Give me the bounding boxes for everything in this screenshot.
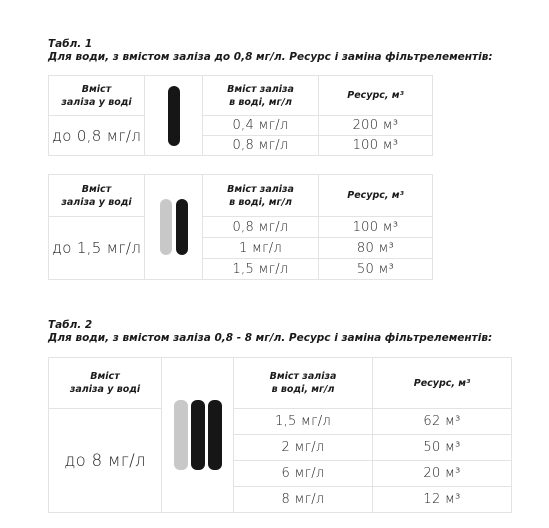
table1-row-iron: 0,8 мг/л xyxy=(203,136,319,156)
table1b-row-resource: 100 м³ xyxy=(319,217,433,238)
dark-filter-icon xyxy=(208,400,222,470)
table1-header-resource: Ресурс, м³ xyxy=(319,76,433,116)
table2-header-resource: Ресурс, м³ xyxy=(373,358,512,409)
dark-filter-icon xyxy=(191,400,205,470)
table1b-row-resource: 80 м³ xyxy=(319,238,433,259)
table1b xyxy=(48,174,433,280)
table1b-row-iron: 0,8 мг/л xyxy=(203,217,319,238)
dark-filter-icon xyxy=(176,199,188,255)
light-filter-icon xyxy=(160,199,172,255)
table2-row-iron: 8 мг/л xyxy=(234,487,373,513)
table1-header-content: Вміст заліза у воді xyxy=(49,76,145,116)
table2-content-value: до 8 мг/л xyxy=(49,409,162,513)
table2-row-iron: 1,5 мг/л xyxy=(234,409,373,435)
table1b-header-resource: Ресурс, м³ xyxy=(319,175,433,217)
table2-caption-text: Для води, з вмістом заліза 0,8 - 8 мг/л. Ресурс і заміна фільтрелементів: xyxy=(48,332,493,344)
table1 xyxy=(48,75,433,156)
table2-row-iron: 2 мг/л xyxy=(234,435,373,461)
table2-row-resource: 62 м³ xyxy=(373,409,512,435)
table2-caption-title: Табл. 2 xyxy=(48,319,93,331)
table1b-filter-cell xyxy=(145,175,203,280)
table1b-content-value: до 1,5 мг/л xyxy=(49,217,145,280)
table2 xyxy=(48,357,512,513)
table2-filter-cell xyxy=(162,358,234,513)
table1-content-value: до 0,8 мг/л xyxy=(49,116,145,156)
table2-header-content: Вміст заліза у воді xyxy=(49,358,162,409)
table1-caption xyxy=(48,38,493,64)
table2-row-resource: 50 м³ xyxy=(373,435,512,461)
dark-filter-icon xyxy=(168,86,180,146)
table1b-header-iron: Вміст заліза в воді, мг/л xyxy=(203,175,319,217)
table1-header-iron: Вміст заліза в воді, мг/л xyxy=(203,76,319,116)
table1-caption-title: Табл. 1 xyxy=(48,38,93,50)
table1-row-resource: 100 м³ xyxy=(319,136,433,156)
table1b-row-iron: 1 мг/л xyxy=(203,238,319,259)
table1-caption-text: Для води, з вмістом заліза до 0,8 мг/л. Ресурс і заміна фільтрелементів: xyxy=(48,51,493,63)
table2-caption xyxy=(48,319,492,345)
table2-row-resource: 20 м³ xyxy=(373,461,512,487)
light-filter-icon xyxy=(174,400,188,470)
table2-row-iron: 6 мг/л xyxy=(234,461,373,487)
table1b-row-resource: 50 м³ xyxy=(319,259,433,280)
table1-row-resource: 200 м³ xyxy=(319,116,433,136)
table1b-row-iron: 1,5 мг/л xyxy=(203,259,319,280)
table1-row-iron: 0,4 мг/л xyxy=(203,116,319,136)
table1b-header-content: Вміст заліза у воді xyxy=(49,175,145,217)
table2-row-resource: 12 м³ xyxy=(373,487,512,513)
table2-header-iron: Вміст заліза в воді, мг/л xyxy=(234,358,373,409)
table1-filter-cell xyxy=(145,76,203,156)
